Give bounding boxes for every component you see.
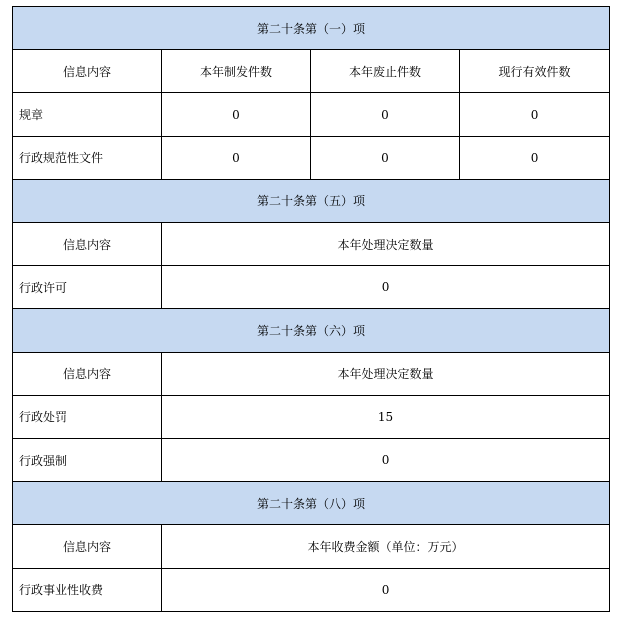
column-header: 本年处理决定数量 [162,223,610,266]
section-title: 第二十条第（六）项 [13,309,610,352]
cell-value: 0 [162,568,610,611]
column-header: 信息内容 [13,223,162,266]
column-header: 信息内容 [13,352,162,395]
row-label: 行政许可 [13,266,162,309]
section-header [13,482,610,525]
section-title: 第二十条第（八）项 [13,482,610,525]
section-title: 第二十条第（五）项 [13,179,610,222]
table-row [13,136,610,179]
cell-value: 15 [162,395,610,438]
row-label: 行政处罚 [13,395,162,438]
cell-value: 0 [162,439,610,482]
row-label: 行政强制 [13,439,162,482]
column-header: 信息内容 [13,50,162,93]
table-row [13,568,610,611]
section-header [13,309,610,352]
column-header-row [13,525,610,568]
disclosure-table [12,6,610,612]
cell-value: 0 [162,266,610,309]
section-header [13,179,610,222]
column-header: 信息内容 [13,525,162,568]
row-label: 规章 [13,93,162,136]
column-header: 现行有效件数 [460,50,610,93]
row-label: 行政事业性收费 [13,568,162,611]
table-row [13,93,610,136]
table-row [13,266,610,309]
cell-value: 0 [311,136,460,179]
cell-value: 0 [460,136,610,179]
table-row [13,395,610,438]
column-header: 本年废止件数 [311,50,460,93]
column-header-row [13,223,610,266]
section-header [13,7,610,50]
cell-value: 0 [162,136,311,179]
cell-value: 0 [162,93,311,136]
column-header-row [13,50,610,93]
row-label: 行政规范性文件 [13,136,162,179]
column-header: 本年制发件数 [162,50,311,93]
section-title: 第二十条第（一）项 [13,7,610,50]
column-header-row [13,352,610,395]
cell-value: 0 [460,93,610,136]
column-header: 本年收费金额（单位：万元） [162,525,610,568]
column-header: 本年处理决定数量 [162,352,610,395]
table-row [13,439,610,482]
cell-value: 0 [311,93,460,136]
